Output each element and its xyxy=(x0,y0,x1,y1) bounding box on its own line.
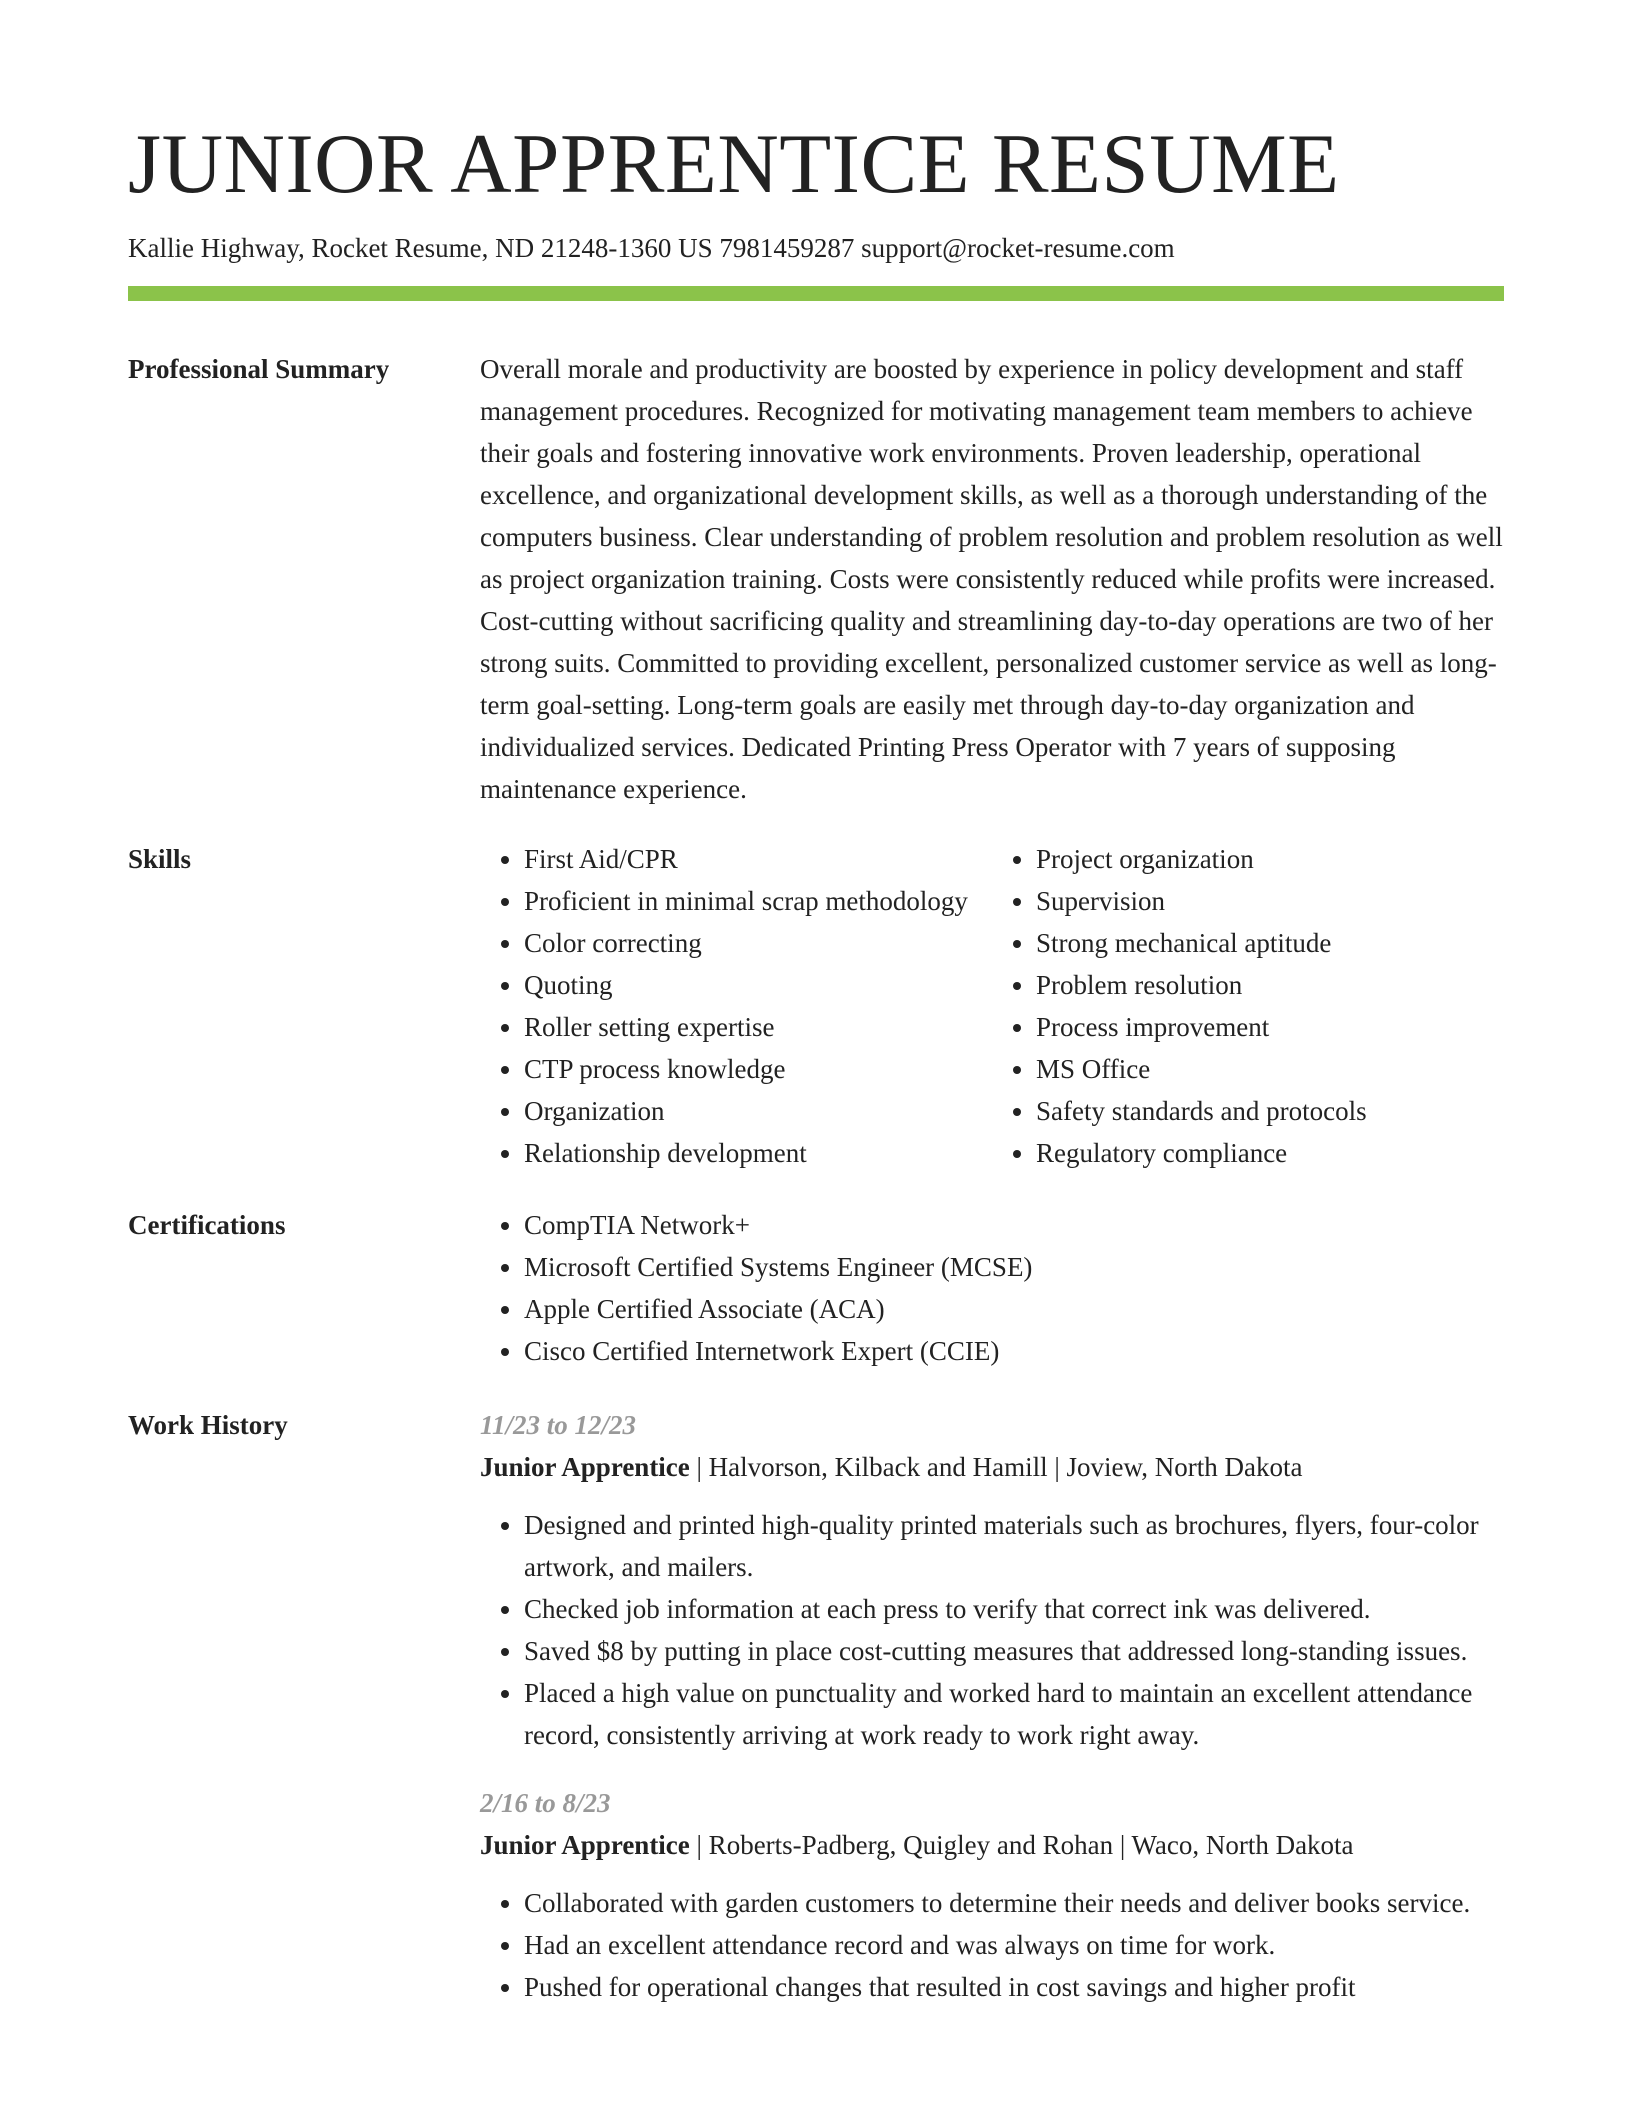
work-history-body xyxy=(480,1404,1504,2034)
skill-item: • Organization xyxy=(524,1090,992,1132)
skill-item: • Strong mechanical aptitude xyxy=(1036,922,1504,964)
skill-item: • Supervision xyxy=(1036,880,1504,922)
skill-item: • Proficient in minimal scrap methodology xyxy=(524,880,992,922)
certification-item: • Apple Certified Associate (ACA) xyxy=(524,1288,1504,1330)
certifications-list xyxy=(480,1204,1504,1372)
skill-item: • Color correcting xyxy=(524,922,992,964)
certifications-label: Certifications xyxy=(128,1210,286,1240)
certification-item: • CompTIA Network+ xyxy=(524,1204,1504,1246)
job-duties-list xyxy=(480,1882,1504,2008)
skill-item: • Relationship development xyxy=(524,1132,992,1174)
page-title: JUNIOR APPRENTICE RESUME xyxy=(128,117,1340,211)
job-entry xyxy=(480,1404,1504,1756)
certifications-body xyxy=(480,1204,1504,1372)
skill-item: • Quoting xyxy=(524,964,992,1006)
skill-item: • First Aid/CPR xyxy=(524,838,992,880)
job-title-line xyxy=(480,1824,1504,1866)
skills-grid xyxy=(480,838,1504,1174)
header-divider xyxy=(128,286,1504,301)
job-dates: 2/16 to 8/23 xyxy=(480,1788,611,1818)
work-history-label: Work History xyxy=(128,1410,288,1440)
certification-item: • Cisco Certified Internetwork Expert (CCIE) xyxy=(524,1330,1504,1372)
skill-item: • Process improvement xyxy=(1036,1006,1504,1048)
job-duty-item: • Placed a high value on punctuality and worked hard to maintain an excellent attendance record, consistently arriving at work ready to work right away. xyxy=(524,1672,1504,1756)
summary-body xyxy=(480,348,1504,810)
skill-item: • Roller setting expertise xyxy=(524,1006,992,1048)
contact-line: Kallie Highway, Rocket Resume, ND 21248-1360 US 7981459287 support@rocket-resume.com xyxy=(128,233,1175,263)
certification-item: • Microsoft Certified Systems Engineer (MCSE) xyxy=(524,1246,1504,1288)
job-title: Junior Apprentice xyxy=(480,1830,690,1860)
skills-label: Skills xyxy=(128,844,192,874)
skill-item: • Safety standards and protocols xyxy=(1036,1090,1504,1132)
skill-item: • Regulatory compliance xyxy=(1036,1132,1504,1174)
job-title-line xyxy=(480,1446,1504,1488)
job-duty-item: • Saved $8 by putting in place cost-cutting measures that addressed long-standing issues. xyxy=(524,1630,1504,1672)
skill-item: • Project organization xyxy=(1036,838,1504,880)
job-employer-location: | Halvorson, Kilback and Hamill | Joview, North Dakota xyxy=(689,1452,1303,1482)
summary-label: Professional Summary xyxy=(128,354,390,384)
job-entry xyxy=(480,1782,1504,2008)
skills-list-left xyxy=(480,838,992,1174)
job-employer-location: | Roberts-Padberg, Quigley and Rohan | Waco, North Dakota xyxy=(689,1830,1354,1860)
summary-text: Overall morale and productivity are boosted by experience in policy development and staff management procedures. Recognized for motivating management team members to achieve their goals and fostering innovative work environments. Proven leadership, operational excellence, and organizational development skills, as well as a thorough understanding of the computers business. Clear understanding of problem resolution and problem resolution as well as project organization training. Costs were consistently reduced while profits were increased. Cost-cutting without sacrificing quality and streamlining day-to-day operations are two of her strong suits. Committed to providing excellent, personalized customer service as well as long-term goal-setting. Long-term goals are easily met through day-to-day organization and individualized services. Dedicated Printing Press Operator with 7 years of supposing maintenance experience. xyxy=(480,354,1503,804)
job-duty-item: • Pushed for operational changes that resulted in cost savings and higher profit xyxy=(524,1966,1504,2008)
job-duty-item: • Designed and printed high-quality printed materials such as brochures, flyers, four-color artwork, and mailers. xyxy=(524,1504,1504,1588)
job-duty-item: • Had an excellent attendance record and was always on time for work. xyxy=(524,1924,1504,1966)
job-duties-list xyxy=(480,1504,1504,1756)
skill-item: • CTP process knowledge xyxy=(524,1048,992,1090)
job-dates: 11/23 to 12/23 xyxy=(480,1410,637,1440)
skill-item: • Problem resolution xyxy=(1036,964,1504,1006)
skill-item: • MS Office xyxy=(1036,1048,1504,1090)
skills-body xyxy=(480,838,1504,1174)
job-duty-item: • Checked job information at each press to verify that correct ink was delivered. xyxy=(524,1588,1504,1630)
job-duty-item: • Collaborated with garden customers to determine their needs and deliver books service. xyxy=(524,1882,1504,1924)
job-title: Junior Apprentice xyxy=(480,1452,690,1482)
skills-list-right xyxy=(992,838,1504,1174)
